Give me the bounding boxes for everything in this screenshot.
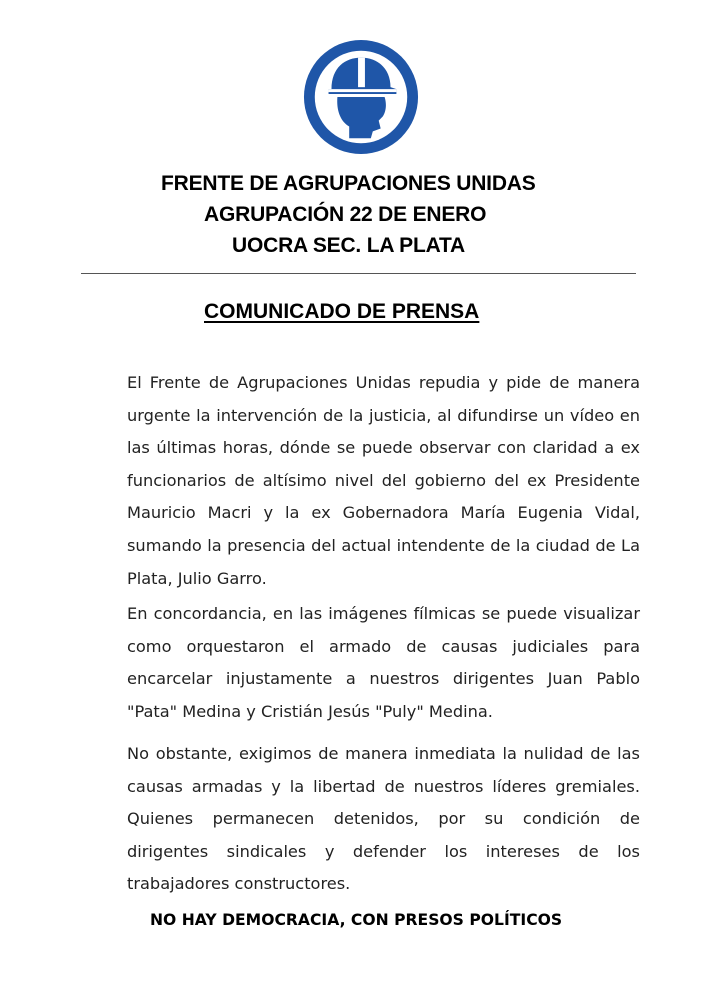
union-section-heading: UOCRA SEC. LA PLATA	[232, 234, 466, 257]
header-divider	[81, 273, 636, 274]
org-name-heading: FRENTE DE AGRUPACIONES UNIDAS	[161, 172, 536, 195]
hardhat-worker-icon	[302, 38, 420, 156]
paragraph-2: En concordancia, en las imágenes fílmicas se puede visualizar como orquestaron el armado de causas judiciales para encarcelar injustamente a nuestros dirigentes Juan Pablo "Pata" Medina y Cristián Jesús "Puly" Medina.	[127, 604, 640, 721]
closing-slogan: NO HAY DEMOCRACIA, CON PRESOS POLÍTICOS	[150, 911, 563, 929]
paragraph-3: No obstante, exigimos de manera inmediata la nulidad de las causas armadas y la libertad de nuestros líderes gremiales. Quienes permanecen detenidos, por su condición de dirigentes sindicales y defender los intereses de los trabajadores constructores.	[127, 744, 640, 894]
group-name-heading: AGRUPACIÓN 22 DE ENERO	[204, 203, 487, 226]
paragraph-1: El Frente de Agrupaciones Unidas repudia y pide de manera urgente la intervención de la justicia, al difundirse un vídeo en las últimas horas, dónde se puede observar con claridad a ex funcionarios de altísimo nivel del gobierno del ex Presidente Mauricio Macri y la ex Gobernadora María Eugenia Vidal, sumando la presencia del actual intendente de la ciudad de La Plata, Julio Garro.	[127, 373, 640, 588]
press-release-title: COMUNICADO DE PRENSA	[204, 300, 480, 323]
